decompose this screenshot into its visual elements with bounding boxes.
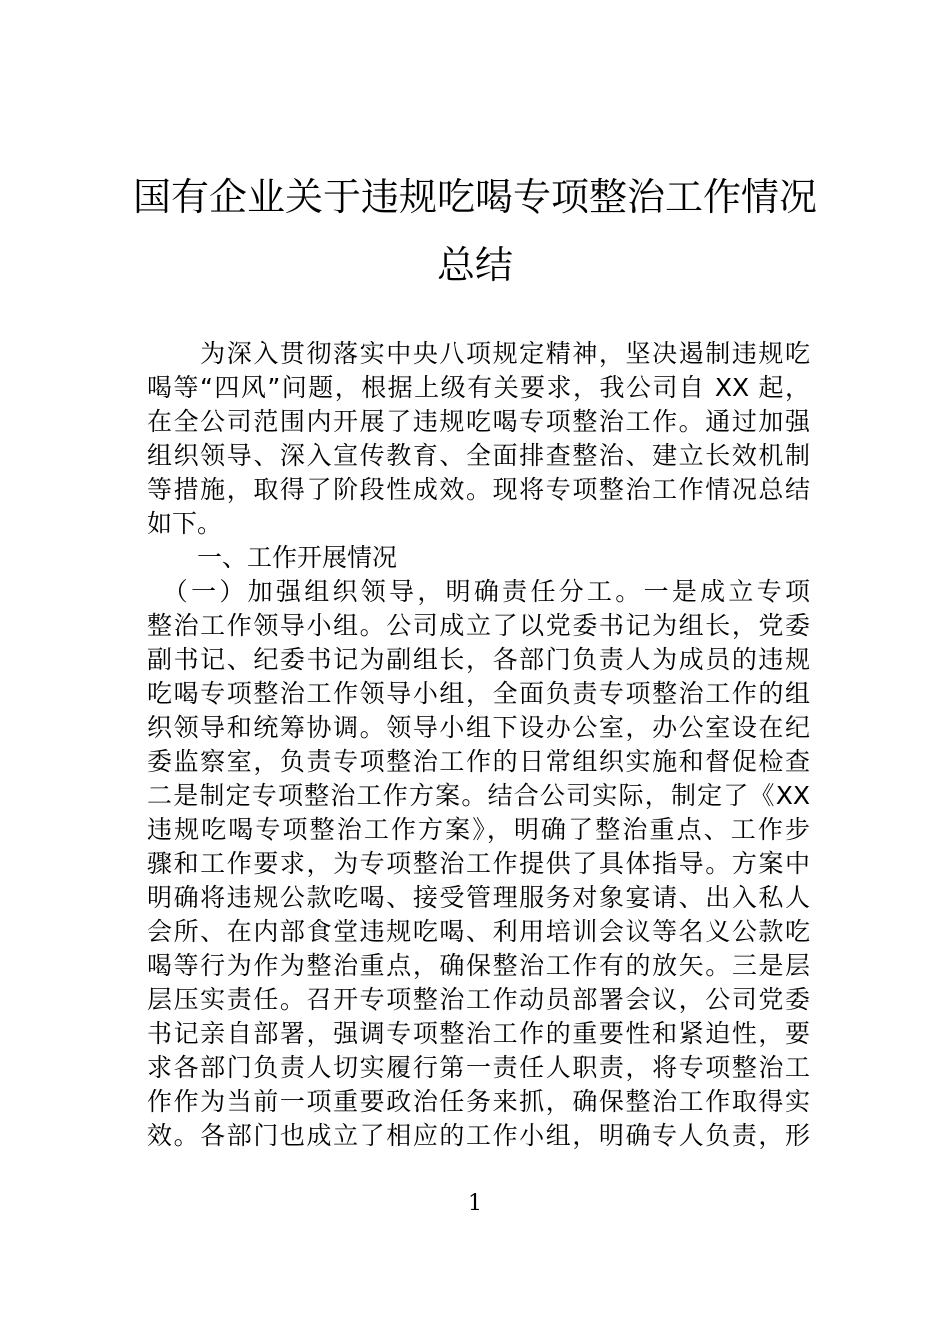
body-line: 违规吃喝专项整治工作方案》，明确了整治重点、工作步: [147, 815, 810, 844]
body-line: 织领导和统筹协调。领导小组下设办公室，办公室设在纪: [147, 713, 810, 742]
body-line: 整治工作领导小组。公司成立了以党委书记为组长，党委: [147, 611, 810, 640]
body-line: 喝等“四风”问题，根据上级有关要求，我公司自 XX 起，: [147, 373, 810, 402]
body-line: 等措施，取得了阶段性成效。现将专项整治工作情况总结: [147, 475, 810, 504]
subsection-heading: （一）加强组织领导，明确责任分工。一是成立专项: [147, 577, 810, 606]
page-number: 1: [468, 1191, 482, 1216]
body-line: 在全公司范围内开展了违规吃喝专项整治工作。通过加强: [147, 407, 810, 436]
body-line: 求各部门负责人切实履行第一责任人职责，将专项整治工: [147, 1053, 810, 1082]
body-line: 组织领导、深入宣传教育、全面排查整治、建立长效机制: [147, 441, 810, 470]
body-line: 二是制定专项整治工作方案。结合公司实际，制定了《XX: [147, 781, 810, 810]
document-title-continued: 总结: [436, 243, 513, 287]
body-line: 副书记、纪委书记为副组长，各部门负责人为成员的违规: [147, 645, 810, 674]
body-line: 吃喝专项整治工作领导小组，全面负责专项整治工作的组: [147, 679, 810, 708]
body-line: 明确将违规公款吃喝、接受管理服务对象宴请、出入私人: [147, 883, 810, 912]
body-line: 委监察室，负责专项整治工作的日常组织实施和督促检查: [147, 747, 810, 776]
body-line: 书记亲自部署，强调专项整治工作的重要性和紧迫性，要: [147, 1019, 810, 1048]
body-line: 效。各部门也成立了相应的工作小组，明确专人负责，形: [147, 1121, 810, 1150]
body-line: 骤和工作要求，为专项整治工作提供了具体指导。方案中: [147, 849, 810, 878]
body-line: 层压实责任。召开专项整治工作动员部署会议，公司党委: [147, 985, 810, 1014]
body-line: 作作为当前一项重要政治任务来抓，确保整治工作取得实: [147, 1087, 810, 1116]
section-heading: 一、工作开展情况: [147, 543, 398, 572]
body-line: 如下。: [147, 509, 223, 538]
body-line: 喝等行为作为整治重点，确保整治工作有的放矢。三是层: [147, 951, 810, 980]
body-line: 为深入贯彻落实中央八项规定精神，坚决遏制违规吃: [147, 339, 810, 368]
document-title: 国有企业关于违规吃喝专项整治工作情况: [132, 175, 817, 219]
body-line: 会所、在内部食堂违规吃喝、利用培训会议等名义公款吃: [147, 917, 810, 946]
